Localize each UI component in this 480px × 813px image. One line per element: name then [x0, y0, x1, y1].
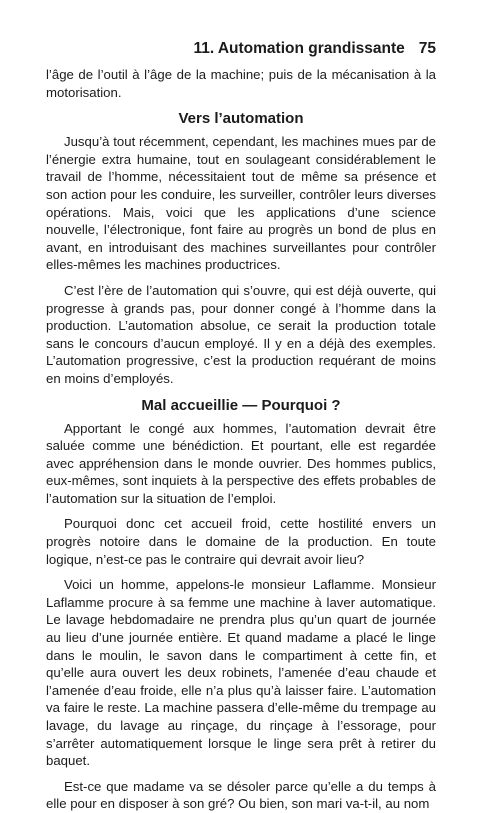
section-heading-mal-accueillie: Mal accueillie — Pourquoi ? [141, 396, 341, 414]
running-header [46, 40, 436, 58]
paragraph: C’est l’ère de l’automation qui s’ouvre, qui est déjà ouverte, qui progresse à grands pas, pour donner congé à l’homme dans la production. L’automation absolue, ce serait la production totale sans le concours d’aucun employé. Il y en a déjà des exemples. L’automation progressive, c’est la production requérant de moins en moins d’employés. [46, 282, 436, 386]
paragraph: Pourquoi donc cet accueil froid, cette hostilité envers un progrès notoire dans le domaine de la production. En toute logique, n’est-ce pas le contraire qui devrait avoir lieu? [46, 516, 436, 567]
paragraph: Est-ce que madame va se désoler parce qu’elle a du temps à elle pour en disposer à son gré? Ou bien, son mari va-t-il, au nom [46, 778, 436, 812]
paragraph: Voici un homme, appelons-le monsieur Laflamme. Monsieur Laflamme procure à sa femme une machine à laver automatique. Le lavage hebdomadaire ne prendra plus qu’un quart de journée au lieu d’une journée entière. Et quand madame a placé le linge dans le moulin, le savon dans le compartiment à cette fin, et qu’elle aura ouvert les deux robinets, l’amenée d’eau chaude et l’amenée d’eau froide, elle n’a plus qu’à laisser faire. L’automation va faire le reste. La machine passera d’elle-même du trempage au lavage, du lavage au rinçage, du rinçage à l’essorage, pour s’arrêter automatiquement lorsque le linge sera prêt à retirer du baquet. [46, 577, 436, 769]
chapter-title: 11. Automation grandissante [193, 40, 405, 57]
intro-paragraph: l’âge de l’outil à l’âge de la machine; puis de la mécanisation à la motorisation. [46, 67, 436, 100]
section-heading-vers-automation: Vers l’automation [178, 110, 304, 128]
page-number: 75 [418, 40, 436, 57]
paragraph: Apportant le congé aux hommes, l’automation devrait être saluée comme une bénédiction. Et pourtant, elle est regardée avec appréhension dans le monde ouvrier. Des hommes publics, eux-mêmes, sont inquiets à la perspective des effets probables de l’automation sur la situation de l’emploi. [46, 420, 436, 506]
paragraph: Jusqu’à tout récemment, cependant, les machines mues par de l’énergie extra humaine, tout en soulageant considérablement le travail de l’homme, nécessitaient tout de même sa présence et son action pour les conduire, les surveiller, contrôler leurs diverses opérations. Mais, voici que les applications d’une science nouvelle, l’électronique, font faire au progrès un bond de plus en avant, en introduisant des machines surveillantes pour contrôler elles-mêmes les machines productrices. [46, 134, 436, 273]
